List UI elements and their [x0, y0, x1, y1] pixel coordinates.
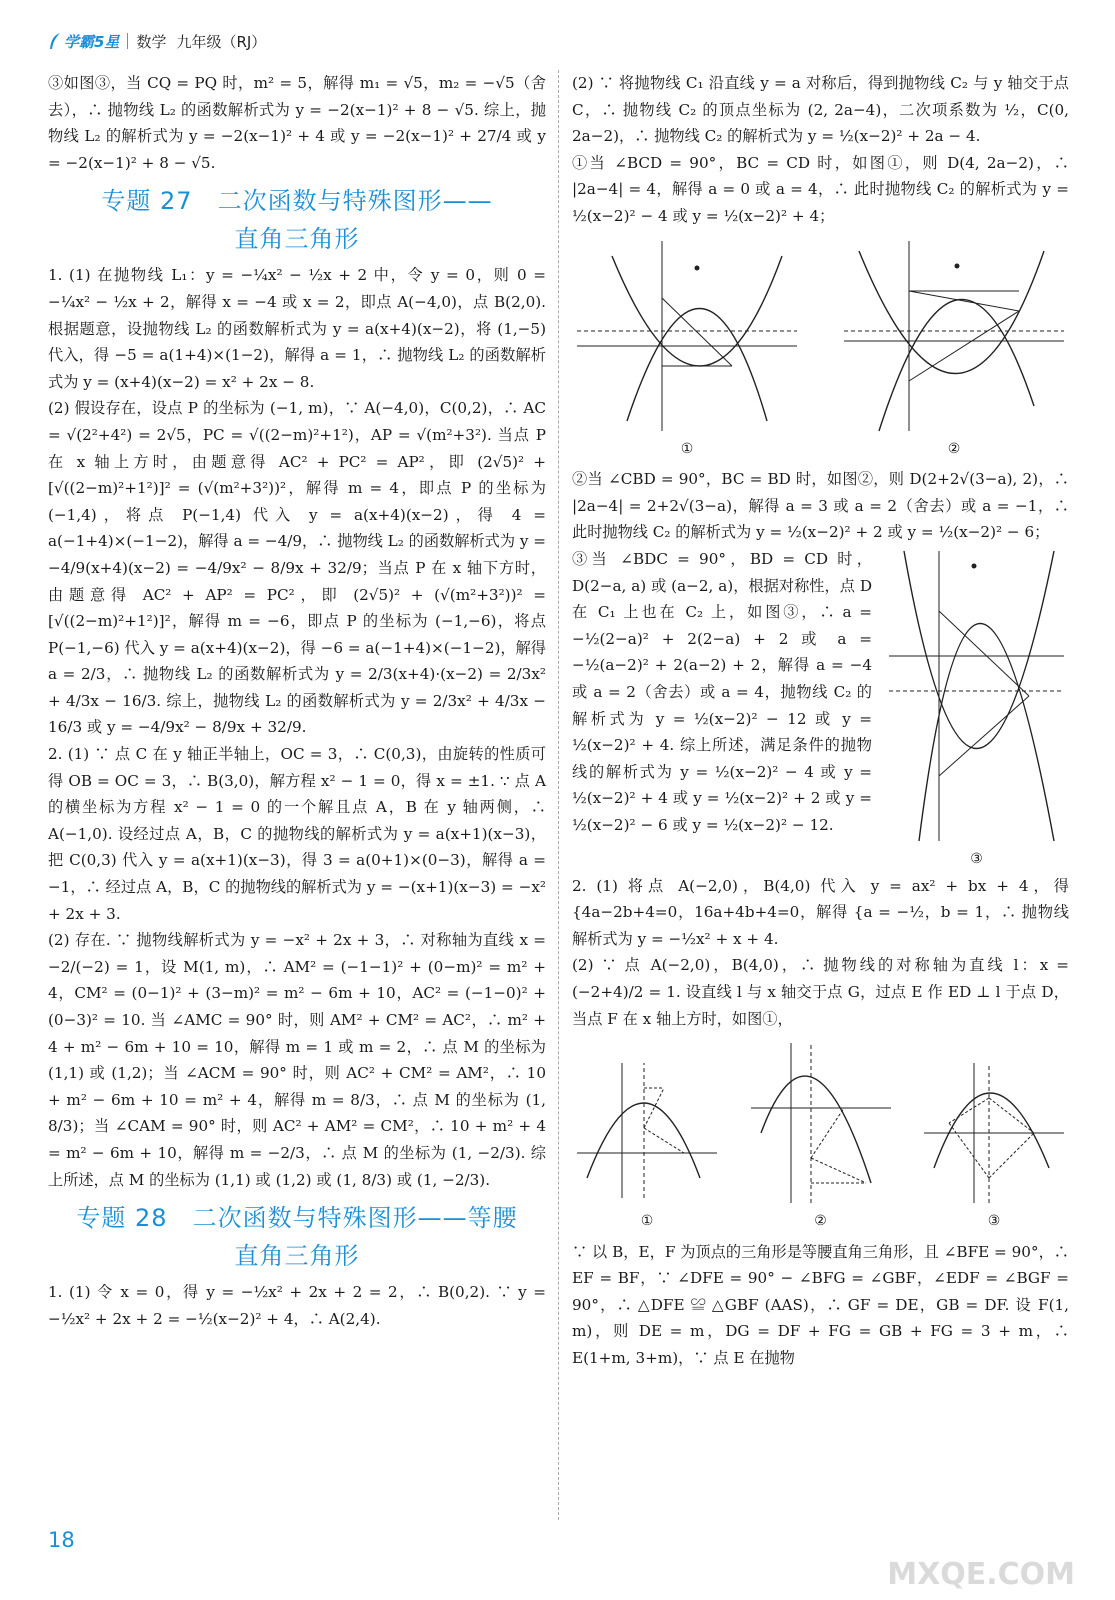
section-27-title: [48, 182, 546, 258]
figure-b1: [572, 1058, 722, 1235]
q2-part2: (2) 存在. ∵ 抛物线解析式为 y = −x² + 2x + 3，∴ 对称轴为直线 x = −2/(−2) = 1，设 M(1, m)，∴ AM² = (−1−1)² + (0−m)² = m² + 4，CM² = (0−1)² + (3−m)² = m² − 6m + 10，AC² = (−1−0)² + (0−3)² = 10. 当 ∠AMC = 90° 时，则 AM² + CM² = AC²，∴ m² + 4 + m² − 6m + 10 = 10，解得 m = 1 或 m = 2，∴ 点 M 的坐标为 (1,1) 或 (1,2)；当 ∠ACM = 90° 时，则 AC² + CM² = AM²，∴ 10 + m² − 6m + 10 = m² + 4，解得 m = 8/3，∴ 点 M 的坐标为 (1, 8/3)；当 ∠CAM = 90° 时，则 AC² + AM² = CM²，∴ 10 + m² + 4 = m² − 6m + 10，解得 m = −2/3，∴ 点 M 的坐标为 (1, −2/3). 综上所述，点 M 的坐标为 (1,1) 或 (1,2) 或 (1, 8/3) 或 (1, −2/3).: [48, 931, 546, 1189]
q1-part1: 1. (1) 在抛物线 L₁：y = −¼x² − ½x + 2 中，令 y = 0，则 0 = −¼x² − ½x + 2，解得 x = −4 或 x = 2，即点 A(−4,0)，点 B(2,0). 根据题意，设抛物线 L₂ 的函数解析式为 y = a(x+4)(x−2)，将 (1,−5) 代入，得 −5 = a(1+4)×(1−2)，解得 a = 1，∴ 抛物线 L₂ 的函数解析式为 y = (x+4)(x−2) = x² + 2x − 8.: [48, 266, 546, 391]
right-paragraph-4: ③当 ∠BDC = 90°，BD = CD 时，D(2−a, a) 或 (a−2, a)，根据对称性，点 D 在 C₁ 上也在 C₂ 上，如图③，∴ a = −½(2−a)² + 2(2−a) + 2 或 a = −½(a−2)² + 2(a−2) + 2，解得 a = −4 或 a = 2（舍去）或 a = 4，抛物线 C₂ 的解析式为 y = ½(x−2)² − 12 或 y = ½(x−2)² + 4. 综上所述，满足条件的抛物线的解析式为 y = ½(x−2)² − 4 或 y = ½(x−2)² + 4 或 y = ½(x−2)² + 2 或 y = ½(x−2)² − 6 或 y = ½(x−2)² − 12.: [572, 549, 872, 834]
right-paragraph-2: ①当 ∠BCD = 90°，BC = CD 时，如图①，则 D(4, 2a−2)，∴ |2a−4| = 4，解得 a = 0 或 a = 4，∴ 此时抛物线 C₂ 的解析式为 y = ½(x−2)² − 4 或 y = ½(x−2)² + 4；: [572, 153, 1069, 225]
figure-1-caption: ①: [680, 440, 694, 457]
column-divider: [558, 70, 559, 1520]
section-27-subheading: 直角三角形: [234, 225, 360, 254]
figure-row-bottom: [572, 1038, 1069, 1235]
figure-b3-caption: ③: [987, 1213, 1001, 1230]
parabola-diagram-b1: [572, 1058, 722, 1208]
figure-3: [884, 546, 1069, 873]
brand-logo: [48, 31, 119, 52]
q3-part1: 1. (1) 令 x = 0，得 y = −½x² + 2x + 2 = 2，∴ B(0,2). ∵ y = −½x² + 2x + 2 = −½(x−2)² + 4，∴ A(2,4).: [48, 1283, 546, 1328]
figure-b1-caption: ①: [640, 1213, 654, 1230]
parabola-diagram-2: [839, 236, 1069, 436]
page-header: [48, 28, 266, 54]
brand-name: 学霸5星: [64, 32, 120, 51]
right-paragraph-3: ②当 ∠CBD = 90°，BC = BD 时，如图②，则 D(2+2√(3−a), 2)，∴ |2a−4| = 2+2√(3−a)，解得 a = 3 或 a = 2（舍去）或 a = −1，∴ 此时抛物线 C₂ 的解析式为 y = ½(x−2)² + 2 或 y = ½(x−2)² − 6；: [572, 470, 1069, 542]
figure-1: [572, 236, 802, 463]
section-28-title: [48, 1199, 546, 1275]
section-28-heading: 专题 28 二次函数与特殊图形——等腰: [76, 1204, 518, 1233]
section-27-heading: 专题 27 二次函数与特殊图形——: [101, 187, 493, 216]
feather-icon: [48, 32, 62, 50]
figure-row-top: [572, 236, 1069, 463]
figure-b3: [919, 1058, 1069, 1235]
figure-b2: [746, 1038, 896, 1235]
figure-3-caption: ③: [970, 850, 983, 867]
subject-label: 数学: [136, 32, 167, 51]
right-column: [572, 70, 1069, 1372]
right-q2-part1: 2. (1) 将点 A(−2,0)，B(4,0) 代入 y = ax² + bx + 4，得 {4a−2b+4=0，16a+4b+4=0，解得 {a = −½，b = 1，∴ 抛物线解析式为 y = −½x² + x + 4.: [572, 876, 1069, 948]
parabola-diagram-b2: [746, 1038, 896, 1208]
figure-3-block: [572, 546, 1069, 873]
figure-2: [839, 236, 1069, 463]
watermark: MXQE.COM: [887, 1557, 1075, 1592]
figure-2-caption: ②: [947, 440, 961, 457]
right-q2-part3: ∵ 以 B，E，F 为顶点的三角形是等腰直角三角形，且 ∠BFE = 90°，∴ EF = BF，∵ ∠DFE = 90° − ∠BFG = ∠GBF，∠EDF = ∠BGF = 90°，∴ △DFE ≌ △GBF (AAS)，∴ GF = DE，GB = DF. 设 F(1, m)，则 DE = m，DG = DF + FG = GB + FG = 3 + m，∴ E(1+m, 3+m)，∵ 点 E 在抛物: [572, 1242, 1069, 1368]
parabola-diagram-1: [572, 236, 802, 436]
grade-label: 九年级（RJ）: [176, 32, 267, 51]
parabola-diagram-b3: [919, 1058, 1069, 1208]
page-number: 18: [48, 1528, 75, 1552]
right-paragraph-1: (2) ∵ 将抛物线 C₁ 沿直线 y = a 对称后，得到抛物线 C₂ 与 y 轴交于点 C，∴ 抛物线 C₂ 的顶点坐标为 (2, 2a−4)，二次项系数为 ½，C(0, 2a−2)，∴ 抛物线 C₂ 的解析式为 y = ½(x−2)² + 2a − 4.: [572, 74, 1069, 146]
section-28-subheading: 直角三角形: [234, 1242, 360, 1271]
header-separator: [127, 33, 128, 49]
figure-b2-caption: ②: [814, 1213, 827, 1230]
parabola-diagram-3: [884, 546, 1069, 846]
right-q2-part2: (2) ∵ 点 A(−2,0)，B(4,0)，∴ 抛物线的对称轴为直线 l：x = (−2+4)/2 = 1. 设直线 l 与 x 轴交于点 G，过点 E 作 ED ⊥ l 于点 D，当点 F 在 x 轴上方时，如图①，: [572, 956, 1069, 1028]
q1-part2: (2) 假设存在，设点 P 的坐标为 (−1, m)，∵ A(−4,0)，C(0,2)，∴ AC = √(2²+4²) = 2√5，PC = √((2−m)²+1²)，AP = √(m²+3²). 当点 P 在 x 轴上方时，由题意得 AC² + PC² = AP²，即 (2√5)² + [√((2−m)²+1²)]² = (√(m²+3²))²，解得 m = 4，即点 P 的坐标为 (−1,4)，将点 P(−1,4) 代入 y = a(x+4)(x−2)，得 4 = a(−1+4)×(−1−2)，解得 a = −4/9，∴ 抛物线 L₂ 的函数解析式为 y = −4/9(x+4)(x−2) = −4/9x² − 8/9x + 32/9；当点 P 在 x 轴下方时，由题意得 AC² + AP² = PC²，即 (2√5)² + (√(m²+3²))² = [√((2−m)²+1²)]²，解得 m = −6，即点 P 的坐标为 (−1,−6)，将点 P(−1,−6) 代入 y = a(x+4)(x−2)，得 −6 = a(−1+4)×(−1−2)，解得 a = 2/3，∴ 抛物线 L₂ 的函数解析式为 y = 2/3(x+4)·(x−2) = 2/3x² + 4/3x − 16/3. 综上，抛物线 L₂ 的函数解析式为 y = 2/3x² + 4/3x − 16/3 或 y = −4/9x² − 8/9x + 32/9.: [48, 399, 546, 737]
left-paragraph-1: ③如图③，当 CQ = PQ 时，m² = 5，解得 m₁ = √5，m₂ = −√5（舍去），∴ 抛物线 L₂ 的函数解析式为 y = −2(x−1)² + 8 − √5. 综上，抛物线 L₂ 的解析式为 y = −2(x−1)² + 4 或 y = −2(x−1)² + 27/4 或 y = −2(x−1)² + 8 − √5.: [48, 74, 546, 172]
q2-part1: 2. (1) ∵ 点 C 在 y 轴正半轴上，OC = 3，∴ C(0,3)，由旋转的性质可得 OB = OC = 3，∴ B(3,0)，解方程 x² − 1 = 0，得 x = ±1. ∵ 点 A 的横坐标为方程 x² − 1 = 0 的一个解且点 A，B 在 y 轴两侧，∴ A(−1,0). 设经过点 A，B，C 的抛物线的解析式为 y = a(x+1)(x−3)，把 C(0,3) 代入 y = a(x+1)(x−3)，得 3 = a(0+1)×(0−3)，解得 a = −1，∴ 经过点 A，B，C 的抛物线的解析式为 y = −(x+1)(x−3) = −x² + 2x + 3.: [48, 745, 546, 923]
left-column: [48, 70, 546, 1332]
